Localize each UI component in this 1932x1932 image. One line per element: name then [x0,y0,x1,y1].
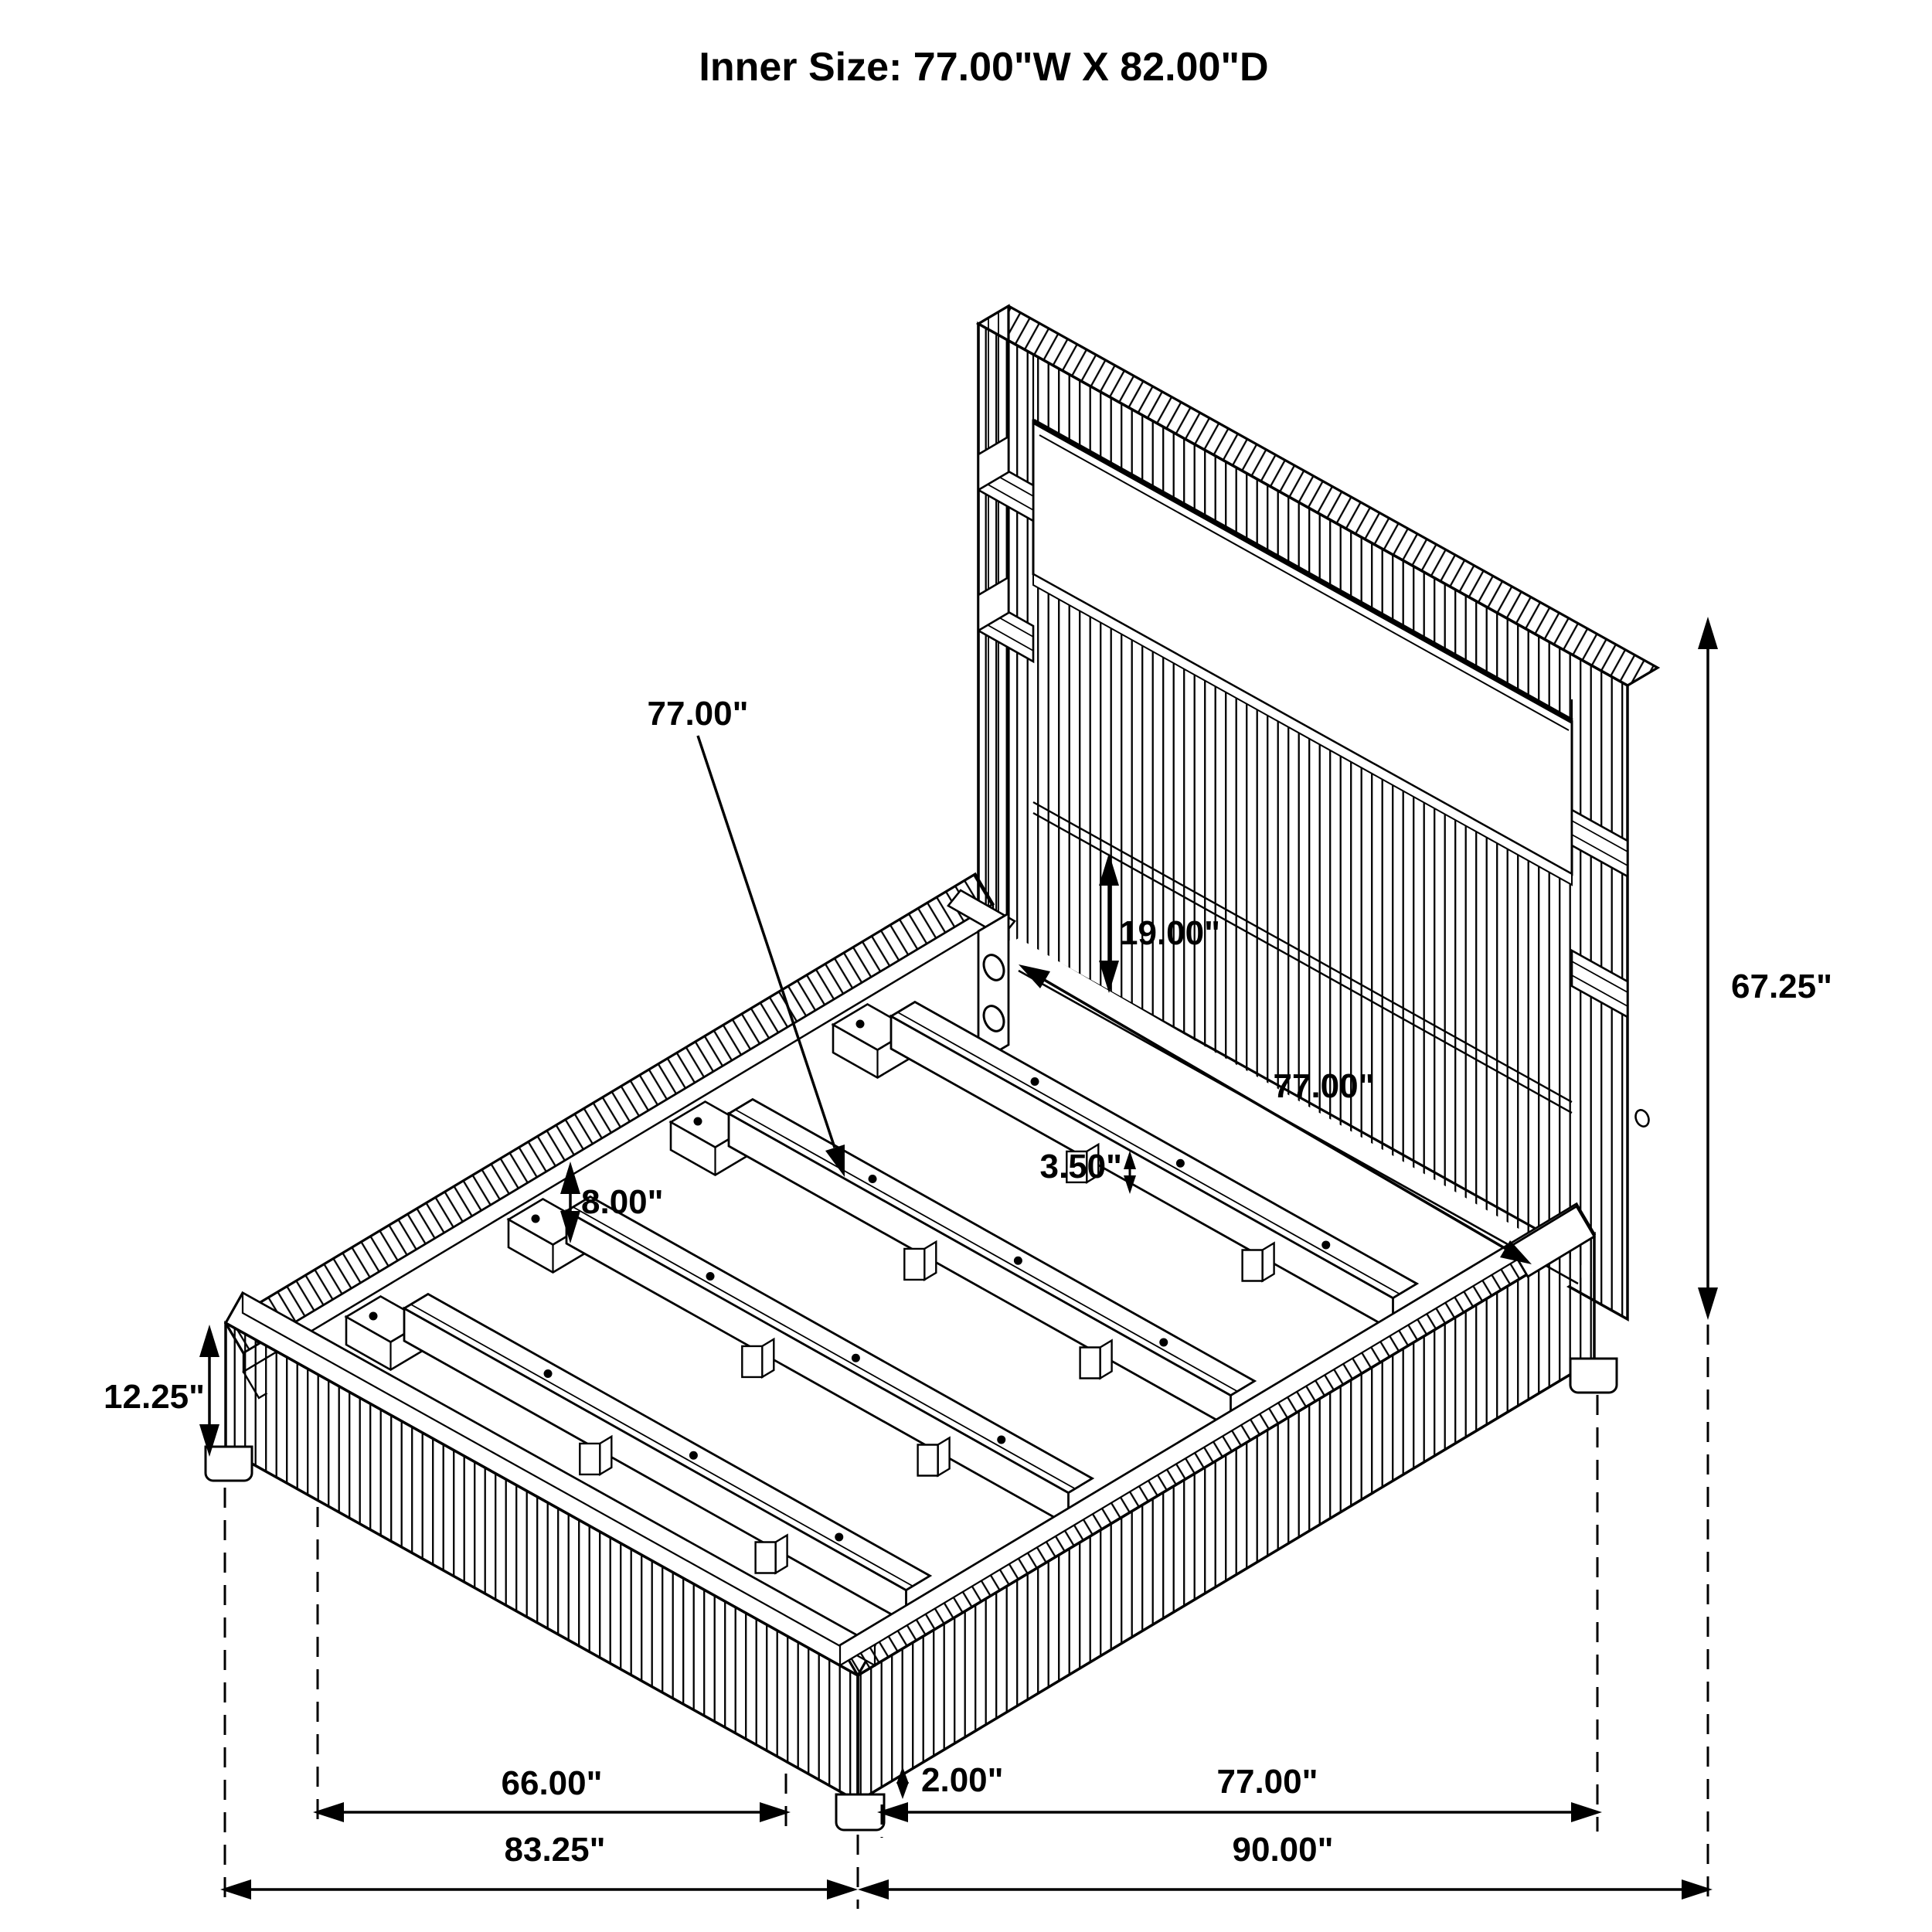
dim-label-foot-height: 2.00" [921,1761,1004,1799]
slat-screw-hole [1159,1338,1168,1346]
slat-screw-hole [835,1532,843,1541]
slat-screw-hole [852,1354,860,1362]
dim-label-panel-height: 19.00" [1119,914,1220,952]
dim-overall-depth [858,1831,1713,1900]
slat-screw-hole [544,1369,553,1378]
dim-inner-depth [313,1764,791,1822]
slat-screw-hole [1014,1257,1022,1265]
slat-screw-hole [997,1435,1005,1444]
dim-label-platform-height: 12.25" [104,1378,205,1416]
slat-leg [1080,1348,1100,1379]
slat-screw-hole [1176,1159,1185,1168]
dim-label-rail-gap: 8.00" [581,1183,664,1221]
dim-label-platform-depth: 83.25" [504,1831,606,1869]
dim-label-headboard-height: 67.25" [1731,968,1832,1005]
front-corner-foot [836,1794,884,1830]
slat-leg [756,1543,776,1573]
dim-platform-depth [220,1831,858,1900]
page-title: Inner Size: 77.00"W X 82.00"D [699,45,1269,90]
dim-label-inner-depth: 66.00" [501,1764,603,1802]
slat-leg [580,1444,600,1475]
slat-leg [904,1249,924,1280]
slat-screw-hole [1031,1077,1039,1086]
slat-leg [742,1346,762,1377]
dim-label-slat-thickness: 3.50" [1039,1148,1122,1185]
dim-label-slat-length: 77.00" [647,695,749,733]
slat-screw-hole [706,1272,715,1281]
slat-screw-hole [869,1175,877,1183]
dim-headboard-height [1698,617,1832,1320]
dim-label-inner-width: 77.00" [1273,1067,1375,1105]
left-corner-foot [206,1447,252,1481]
dim-label-overall-depth: 90.00" [1232,1831,1334,1869]
dim-label-bed-width: 77.00" [1216,1763,1318,1801]
dim-platform-height [104,1325,219,1457]
right-corner-foot [1570,1359,1617,1393]
slat-leg [918,1445,938,1476]
slat-screw-hole [689,1451,698,1460]
right-post-bolt-hole [1633,1108,1651,1128]
slat-screw-hole [1321,1240,1330,1249]
slat-leg [1243,1250,1263,1281]
